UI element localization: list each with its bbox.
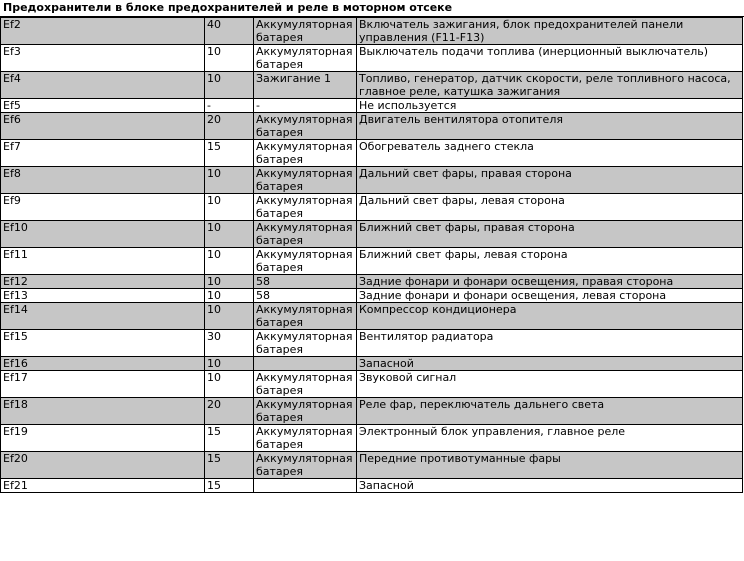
fuse-id: Ef16 <box>1 357 205 371</box>
fuse-id: Ef5 <box>1 99 205 113</box>
fuse-source <box>254 357 357 371</box>
fuse-amps: 10 <box>205 45 254 72</box>
fuse-id: Ef18 <box>1 398 205 425</box>
fuse-circuit: Запасной <box>357 357 743 371</box>
table-row <box>1 452 743 479</box>
fuse-source: Аккумуляторная батарея <box>254 371 357 398</box>
table-row <box>1 72 743 99</box>
fuse-circuit: Запасной <box>357 479 743 493</box>
fuse-amps: 10 <box>205 371 254 398</box>
fuse-source: Аккумуляторная батарея <box>254 45 357 72</box>
fuse-source: 58 <box>254 275 357 289</box>
fuse-circuit: Обогреватель заднего стекла <box>357 140 743 167</box>
fuse-id: Ef3 <box>1 45 205 72</box>
fuse-source: Аккумуляторная батарея <box>254 140 357 167</box>
fuse-id: Ef4 <box>1 72 205 99</box>
fuse-circuit: Дальний свет фары, левая сторона <box>357 194 743 221</box>
table-row <box>1 99 743 113</box>
fuse-id: Ef19 <box>1 425 205 452</box>
fuse-amps: 10 <box>205 194 254 221</box>
fuse-source: Аккумуляторная батарея <box>254 113 357 140</box>
fuse-amps: 15 <box>205 452 254 479</box>
fuse-id: Ef13 <box>1 289 205 303</box>
fuse-source: Аккумуляторная батарея <box>254 452 357 479</box>
fuse-amps: 15 <box>205 140 254 167</box>
table-row <box>1 194 743 221</box>
table-row <box>1 371 743 398</box>
fuse-circuit: Двигатель вентилятора отопителя <box>357 113 743 140</box>
fuse-id: Ef12 <box>1 275 205 289</box>
fuse-amps: 15 <box>205 479 254 493</box>
fuse-source <box>254 479 357 493</box>
fuse-amps: 10 <box>205 221 254 248</box>
fuse-amps: 30 <box>205 330 254 357</box>
fuse-source: Аккумуляторная батарея <box>254 303 357 330</box>
table-row <box>1 167 743 194</box>
table-row <box>1 289 743 303</box>
table-row <box>1 140 743 167</box>
fuse-amps: 10 <box>205 248 254 275</box>
fuse-circuit: Задние фонари и фонари освещения, правая сторона <box>357 275 743 289</box>
fuse-circuit: Дальний свет фары, правая сторона <box>357 167 743 194</box>
table-row <box>1 479 743 493</box>
fuse-id: Ef11 <box>1 248 205 275</box>
fuse-id: Ef17 <box>1 371 205 398</box>
fuse-amps: 10 <box>205 167 254 194</box>
fuse-circuit: Не используется <box>357 99 743 113</box>
fuse-circuit: Ближний свет фары, левая сторона <box>357 248 743 275</box>
fuse-circuit: Звуковой сигнал <box>357 371 743 398</box>
table-row <box>1 18 743 45</box>
table-row <box>1 357 743 371</box>
fuse-source: Аккумуляторная батарея <box>254 221 357 248</box>
fuse-circuit: Передние противотуманные фары <box>357 452 743 479</box>
table-title: Предохранители в блоке предохранителей и реле в моторном отсеке <box>0 0 744 17</box>
table-row <box>1 45 743 72</box>
fuse-source: Аккумуляторная батарея <box>254 18 357 45</box>
table-row <box>1 248 743 275</box>
fuse-source: Аккумуляторная батарея <box>254 167 357 194</box>
fuse-amps: - <box>205 99 254 113</box>
fuse-amps: 10 <box>205 289 254 303</box>
table-row <box>1 275 743 289</box>
fuse-circuit: Задние фонари и фонари освещения, левая сторона <box>357 289 743 303</box>
fuse-id: Ef14 <box>1 303 205 330</box>
fuse-source: Аккумуляторная батарея <box>254 398 357 425</box>
fuse-id: Ef21 <box>1 479 205 493</box>
fuse-table <box>0 17 743 493</box>
fuse-circuit: Ближний свет фары, правая сторона <box>357 221 743 248</box>
fuse-amps: 10 <box>205 357 254 371</box>
fuse-source: - <box>254 99 357 113</box>
fuse-circuit: Реле фар, переключатель дальнего света <box>357 398 743 425</box>
fuse-id: Ef9 <box>1 194 205 221</box>
table-row <box>1 425 743 452</box>
fuse-id: Ef20 <box>1 452 205 479</box>
fuse-circuit: Топливо, генератор, датчик скорости, реле топливного насоса, главное реле, катушка зажигания <box>357 72 743 99</box>
table-row <box>1 303 743 330</box>
fuse-source: Аккумуляторная батарея <box>254 248 357 275</box>
fuse-circuit: Выключатель подачи топлива (инерционный выключатель) <box>357 45 743 72</box>
fuse-source: Зажигание 1 <box>254 72 357 99</box>
fuse-id: Ef10 <box>1 221 205 248</box>
fuse-amps: 20 <box>205 398 254 425</box>
table-row <box>1 221 743 248</box>
fuse-amps: 40 <box>205 18 254 45</box>
fuse-id: Ef15 <box>1 330 205 357</box>
fuse-amps: 20 <box>205 113 254 140</box>
fuse-source: Аккумуляторная батарея <box>254 194 357 221</box>
table-row <box>1 398 743 425</box>
fuse-source: Аккумуляторная батарея <box>254 330 357 357</box>
fuse-id: Ef7 <box>1 140 205 167</box>
fuse-source: 58 <box>254 289 357 303</box>
fuse-amps: 10 <box>205 72 254 99</box>
fuse-id: Ef2 <box>1 18 205 45</box>
fuse-circuit: Вентилятор радиатора <box>357 330 743 357</box>
table-row <box>1 113 743 140</box>
fuse-circuit: Электронный блок управления, главное реле <box>357 425 743 452</box>
fuse-amps: 10 <box>205 303 254 330</box>
fuse-circuit: Включатель зажигания, блок предохранителей панели управления (F11-F13) <box>357 18 743 45</box>
fuse-amps: 10 <box>205 275 254 289</box>
fuse-amps: 15 <box>205 425 254 452</box>
fuse-id: Ef6 <box>1 113 205 140</box>
table-row <box>1 330 743 357</box>
fuse-id: Ef8 <box>1 167 205 194</box>
fuse-source: Аккумуляторная батарея <box>254 425 357 452</box>
fuse-circuit: Компрессор кондиционера <box>357 303 743 330</box>
